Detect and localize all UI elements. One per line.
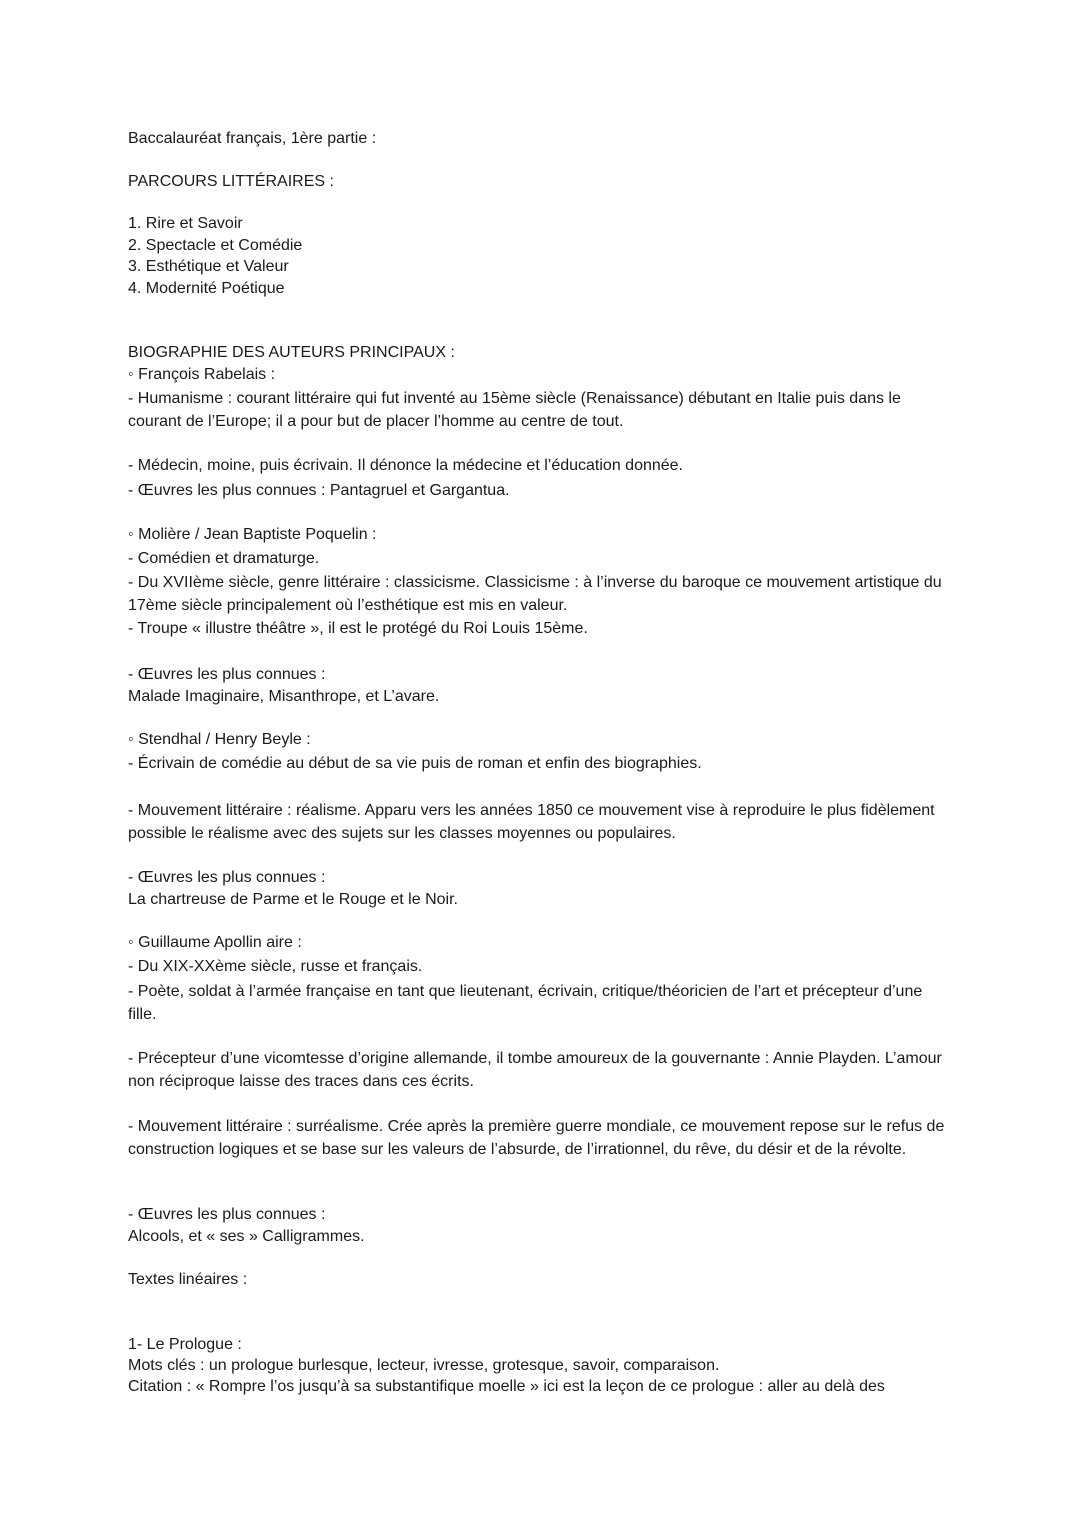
textes-heading: Textes linéaires : bbox=[128, 1271, 248, 1288]
moliere-metier: - Comédien et dramaturge. bbox=[128, 550, 320, 567]
author-apollinaire-name: ◦ Guillaume Apollin aire : bbox=[128, 934, 302, 951]
author-moliere-name: ◦ Molière / Jean Baptiste Poquelin : bbox=[128, 526, 377, 543]
apollinaire-metier: - Poète, soldat à l’armée française en tant que lieutenant, écrivain, critique/théoricien de l’art et précepteur d’une fille. bbox=[128, 983, 923, 1023]
apollinaire-oeuvres: Alcools, et « ses » Calligrammes. bbox=[128, 1228, 365, 1245]
stendhal-metier: - Écrivain de comédie au début de sa vie puis de roman et enfin des biographies. bbox=[128, 755, 702, 772]
prologue-citation: Citation : « Rompre l’os jusqu’à sa substantifique moelle » ici est la leçon de ce prologue : aller au delà des bbox=[128, 1378, 885, 1395]
moliere-oeuvres-label: - Œuvres les plus connues : bbox=[128, 666, 326, 683]
list-item: 1. Rire et Savoir bbox=[128, 215, 243, 232]
apollinaire-siecle: - Du XIX-XXème siècle, russe et français. bbox=[128, 958, 423, 975]
stendhal-oeuvres-label: - Œuvres les plus connues : bbox=[128, 869, 326, 886]
stendhal-oeuvres: La chartreuse de Parme et le Rouge et le Noir. bbox=[128, 891, 458, 908]
apollinaire-oeuvres-label: - Œuvres les plus connues : bbox=[128, 1206, 326, 1223]
list-item: 3. Esthétique et Valeur bbox=[128, 258, 289, 275]
moliere-siecle: - Du XVIIème siècle, genre littéraire : classicisme. Classicisme : à l’inverse du baroque ce mouvement artistique du 17ème siècle principalement où l’esthétique est mis en valeur. bbox=[128, 574, 942, 614]
list-item: 4. Modernité Poétique bbox=[128, 280, 285, 297]
apollinaire-precepteur: - Précepteur d’une vicomtesse d’origine allemande, il tombe amoureux de la gouvernante : Annie Playden. L’amour non réciproque laisse des traces dans ces écrits. bbox=[128, 1050, 942, 1090]
prologue-title: 1- Le Prologue : bbox=[128, 1336, 242, 1353]
author-rabelais-name: ◦ François Rabelais : bbox=[128, 366, 276, 383]
rabelais-oeuvres: - Œuvres les plus connues : Pantagruel et Gargantua. bbox=[128, 482, 510, 499]
moliere-oeuvres: Malade Imaginaire, Misanthrope, et L’avare. bbox=[128, 688, 440, 705]
rabelais-humanisme: - Humanisme : courant littéraire qui fut inventé au 15ème siècle (Renaissance) débutant en Italie puis dans le courant de l’Europe; il a pour but de placer l’homme au centre de tout. bbox=[128, 390, 901, 430]
author-stendhal-name: ◦ Stendhal / Henry Beyle : bbox=[128, 731, 311, 748]
document-title: Baccalauréat français, 1ère partie : bbox=[128, 130, 377, 147]
list-item: 2. Spectacle et Comédie bbox=[128, 237, 303, 254]
parcours-heading: PARCOURS LITTÉRAIRES : bbox=[128, 173, 334, 190]
rabelais-metier: - Médecin, moine, puis écrivain. Il dénonce la médecine et l’éducation donnée. bbox=[128, 457, 683, 474]
bio-heading: BIOGRAPHIE DES AUTEURS PRINCIPAUX : bbox=[128, 344, 455, 361]
prologue-mots-cles: Mots clés : un prologue burlesque, lecteur, ivresse, grotesque, savoir, comparaison. bbox=[128, 1357, 720, 1374]
stendhal-mouvement: - Mouvement littéraire : réalisme. Apparu vers les années 1850 ce mouvement vise à reproduire le plus fidèlement possible le réalisme avec des sujets sur les classes moyennes ou populaires. bbox=[128, 802, 935, 842]
moliere-troupe: - Troupe « illustre théâtre », il est le protégé du Roi Louis 15ème. bbox=[128, 620, 588, 637]
apollinaire-mouvement: - Mouvement littéraire : surréalisme. Crée après la première guerre mondiale, ce mouvement repose sur le refus de construction logiques et se base sur les valeurs de l’absurde, de l’irrationnel, du rêve, du désir et de la révolte. bbox=[128, 1118, 945, 1158]
